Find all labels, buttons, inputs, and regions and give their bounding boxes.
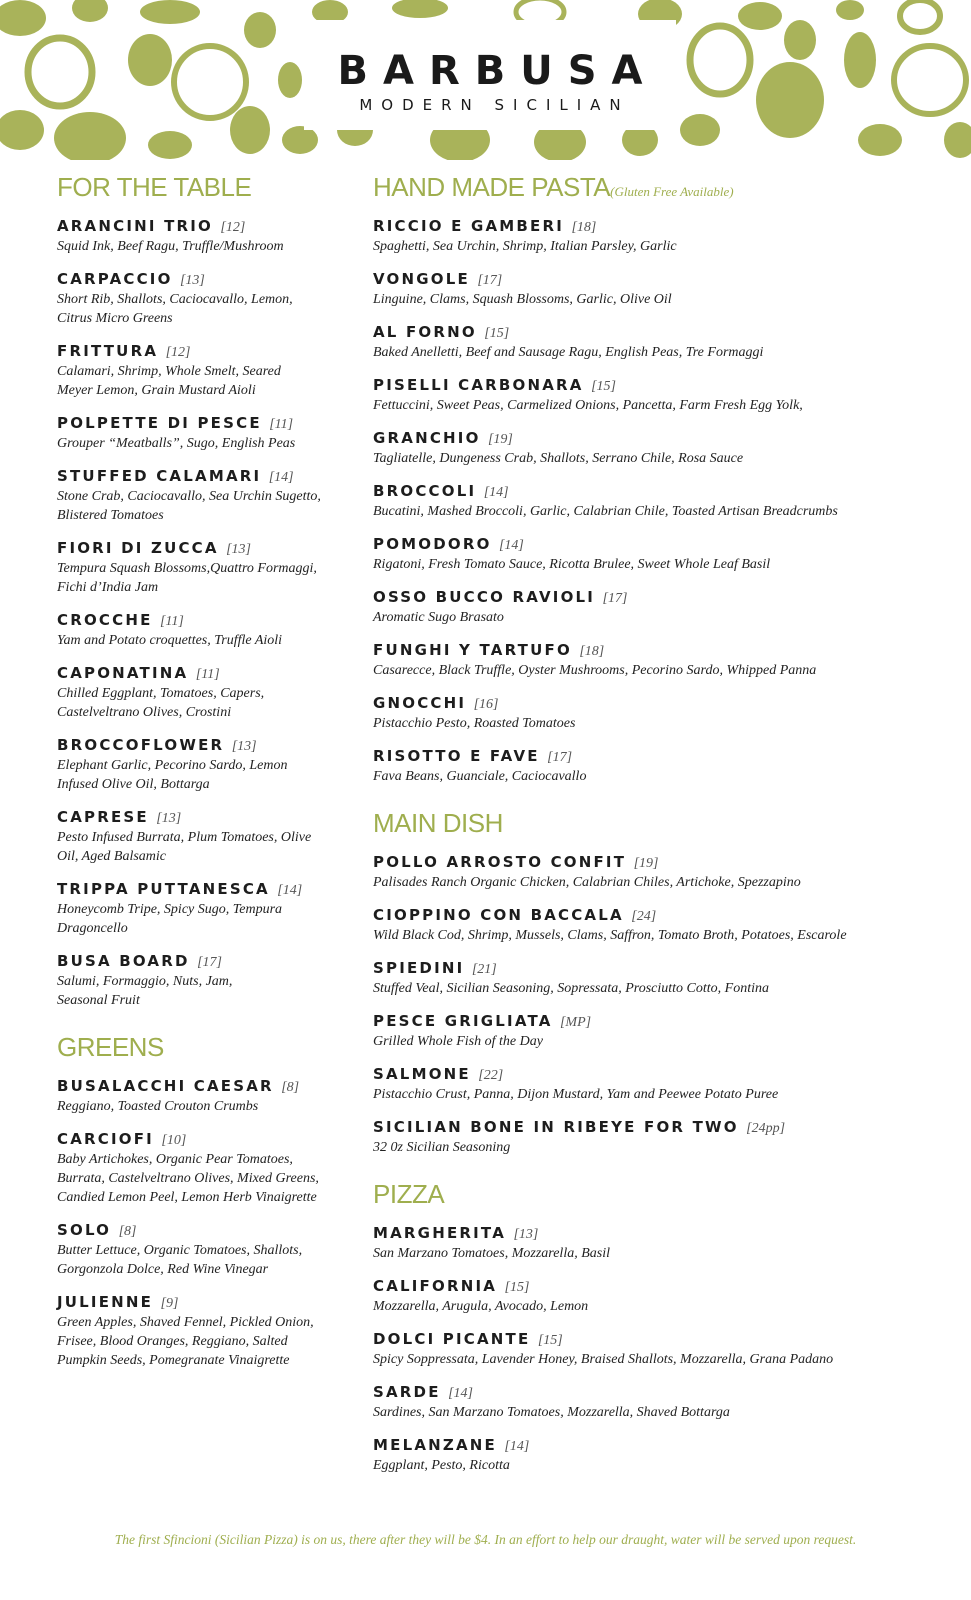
menu-item-name: JULIENNE — [57, 1293, 154, 1311]
description-line: Yam and Potato croquettes, Truffle Aioli — [57, 633, 283, 648]
menu-item-price: [24] — [631, 909, 657, 924]
menu-item — [373, 1383, 953, 1422]
description-line: Casarecce, Black Truffle, Oyster Mushrooms, Pecorino Sardo, Whipped Panna — [373, 663, 817, 678]
menu-item-price: [18] — [579, 644, 605, 659]
section-title-text: FOR THE TABLE — [57, 172, 252, 202]
menu-item-description — [57, 828, 347, 866]
menu-item — [373, 853, 953, 892]
menu-item-price: [16] — [473, 697, 499, 712]
description-line: Salumi, Formaggio, Nuts, Jam, — [57, 974, 233, 989]
menu-item — [373, 959, 953, 998]
menu-item-title-line — [373, 959, 953, 978]
menu-item-description — [373, 449, 953, 468]
description-line: Green Apples, Shaved Fennel, Pickled Onion, — [57, 1315, 314, 1330]
description-line: Rigatoni, Fresh Tomato Sauce, Ricotta Brulee, Sweet Whole Leaf Basil — [373, 557, 771, 572]
menu-item-price: [11] — [269, 417, 294, 432]
menu-item-name: STUFFED CALAMARI — [57, 467, 262, 485]
menu-item — [373, 376, 953, 415]
section-title — [57, 1032, 347, 1063]
menu-item-description — [373, 237, 953, 256]
menu-item-description — [57, 434, 347, 453]
menu-item-name: BUSA BOARD — [57, 952, 190, 970]
menu-item-price: [14] — [277, 883, 303, 898]
section-title — [373, 172, 953, 203]
menu-item-title-line — [373, 694, 953, 713]
menu-item-description — [373, 1244, 953, 1263]
menu-item-name: POMODORO — [373, 535, 492, 553]
menu-item — [57, 467, 347, 525]
description-line: Stone Crab, Caciocavallo, Sea Urchin Sugetto, — [57, 489, 321, 504]
menu-item — [373, 1330, 953, 1369]
menu-item — [373, 217, 953, 256]
description-line: Gorgonzola Dolce, Red Wine Vinegar — [57, 1262, 269, 1277]
menu-item-price: [8] — [281, 1080, 300, 1095]
menu-item-description — [373, 1350, 953, 1369]
section-title — [57, 172, 347, 203]
menu-item-title-line — [57, 664, 347, 683]
description-line: Spicy Soppressata, Lavender Honey, Braised Shallots, Mozzarella, Grana Padano — [373, 1352, 834, 1367]
menu-item — [57, 952, 347, 1010]
menu-item-name: RISOTTO E FAVE — [373, 747, 540, 765]
menu-item-price: [14] — [448, 1386, 474, 1401]
description-line: Infused Olive Oil, Bottarga — [57, 777, 210, 792]
menu-item-title-line — [57, 270, 347, 289]
menu-item-description — [373, 926, 953, 945]
description-line: Palisades Ranch Organic Chicken, Calabrian Chiles, Artichoke, Spezzapino — [373, 875, 801, 890]
menu-item-description — [373, 1403, 953, 1422]
menu-item — [373, 535, 953, 574]
section-title-text: GREENS — [57, 1032, 164, 1062]
menu-item-price: [15] — [484, 326, 510, 341]
menu-item-description — [373, 396, 953, 415]
description-line: Meyer Lemon, Grain Mustard Aioli — [57, 383, 256, 398]
menu-item-price: [14] — [504, 1439, 530, 1454]
menu-item — [373, 429, 953, 468]
menu-item-title-line — [57, 808, 347, 827]
menu-item — [57, 539, 347, 597]
menu-item-title-line — [57, 217, 347, 236]
menu-item-name: VONGOLE — [373, 270, 470, 288]
menu-item-title-line — [373, 1118, 953, 1137]
description-line: Butter Lettuce, Organic Tomatoes, Shallots, — [57, 1243, 303, 1258]
menu-item-description — [57, 290, 347, 328]
menu-item-price: [19] — [633, 856, 659, 871]
menu-item-price: [14] — [268, 470, 294, 485]
description-line: Wild Black Cod, Shrimp, Mussels, Clams, Saffron, Tomato Broth, Potatoes, Escarole — [373, 928, 847, 943]
menu-item — [373, 747, 953, 786]
menu-item — [373, 1118, 953, 1157]
menu-header — [0, 0, 971, 160]
brand-name: BARBUSA — [337, 48, 658, 94]
menu-item-price: [17] — [602, 591, 628, 606]
menu-item-title-line — [57, 1293, 347, 1312]
menu-item — [57, 1130, 347, 1207]
menu-item — [57, 414, 347, 453]
menu-item-price: [11] — [195, 667, 220, 682]
menu-item — [57, 217, 347, 256]
description-line: Fava Beans, Guanciale, Caciocavallo — [373, 769, 587, 784]
menu-section-for-the-table — [57, 172, 347, 1010]
menu-item-name: PISELLI CARBONARA — [373, 376, 584, 394]
menu-item-name: CIOPPINO CON BACCALA — [373, 906, 624, 924]
menu-item-title-line — [57, 952, 347, 971]
menu-item-price: [17] — [197, 955, 222, 970]
menu-item-description — [57, 1150, 347, 1207]
description-line: Squid Ink, Beef Ragu, Truffle/Mushroom — [57, 239, 284, 254]
menu-item-name: MARGHERITA — [373, 1224, 507, 1242]
menu-item-name: RICCIO E GAMBERI — [373, 217, 565, 235]
section-title-text: PIZZA — [373, 1179, 445, 1209]
description-line: Aromatic Sugo Brasato — [373, 610, 504, 625]
description-line: Grilled Whole Fish of the Day — [373, 1034, 543, 1049]
menu-item-name: TRIPPA PUTTANESCA — [57, 880, 270, 898]
footer-note: The first Sfincioni (Sicilian Pizza) is on us, there after they will be $4. In an effort to help our draught, water will be served upon request. — [114, 1532, 857, 1547]
menu-item-description — [57, 559, 347, 597]
menu-item — [57, 342, 347, 400]
menu-item-title-line — [373, 376, 953, 395]
menu-section-main-dish — [373, 808, 953, 1157]
menu-item-name: SPIEDINI — [373, 959, 465, 977]
menu-item-title-line — [57, 414, 347, 433]
description-line: Eggplant, Pesto, Ricotta — [373, 1458, 510, 1473]
menu-item-name: FUNGHI Y TARTUFO — [373, 641, 572, 659]
menu-item-price: [MP] — [559, 1015, 592, 1030]
menu-item-name: CARCIOFI — [57, 1130, 154, 1148]
menu-item — [373, 1012, 953, 1051]
description-line: Honeycomb Tripe, Spicy Sugo, Tempura — [57, 902, 283, 917]
menu-item-price: [24pp] — [746, 1121, 786, 1136]
menu-item-description — [373, 1297, 953, 1316]
menu-item-price: [9] — [160, 1296, 179, 1311]
menu-item — [373, 641, 953, 680]
menu-item-description — [373, 343, 953, 362]
description-line: Pesto Infused Burrata, Plum Tomatoes, Olive — [57, 830, 312, 845]
menu-item-price: [18] — [571, 220, 597, 235]
menu-item — [57, 736, 347, 794]
menu-item — [373, 906, 953, 945]
menu-item-description — [57, 1241, 347, 1279]
menu-item-title-line — [373, 853, 953, 872]
description-line: San Marzano Tomatoes, Mozzarella, Basil — [373, 1246, 610, 1261]
menu-item-name: GRANCHIO — [373, 429, 481, 447]
menu-item-description — [373, 873, 953, 892]
menu-item-title-line — [373, 641, 953, 660]
menu-item-price: [15] — [591, 379, 616, 394]
menu-item-price: [17] — [477, 273, 503, 288]
description-line: Elephant Garlic, Pecorino Sardo, Lemon — [57, 758, 288, 773]
menu-item — [373, 1436, 953, 1475]
menu-item-title-line — [57, 539, 347, 558]
description-line: Spaghetti, Sea Urchin, Shrimp, Italian Parsley, Garlic — [373, 239, 677, 254]
section-note: (Gluten Free Available) — [610, 184, 734, 199]
description-line: Short Rib, Shallots, Caciocavallo, Lemon, — [57, 292, 293, 307]
menu-item-price: [13] — [179, 273, 205, 288]
menu-item-description — [373, 608, 953, 627]
menu-item-description — [373, 979, 953, 998]
menu-item — [373, 1065, 953, 1104]
description-line: Castelveltrano Olives, Crostini — [57, 705, 232, 720]
menu-item-title-line — [373, 1330, 953, 1349]
menu-item-title-line — [373, 1224, 953, 1243]
logo-box — [304, 20, 676, 130]
menu-item-title-line — [373, 747, 953, 766]
description-line: Seasonal Fruit — [57, 993, 140, 1008]
description-line: Fichi d’India Jam — [57, 580, 159, 595]
menu-item-title-line — [57, 736, 347, 755]
menu-item-price: [21] — [471, 962, 497, 977]
menu-item-title-line — [373, 1012, 953, 1031]
menu-item — [57, 808, 347, 866]
description-line: Reggiano, Toasted Crouton Crumbs — [57, 1099, 259, 1114]
menu-item-price: [12] — [165, 345, 191, 360]
menu-item — [57, 270, 347, 328]
menu-item-name: SOLO — [57, 1221, 112, 1239]
menu-item-name: CARPACCIO — [57, 270, 173, 288]
menu-item-title-line — [57, 1130, 347, 1149]
menu-item-title-line — [373, 217, 953, 236]
description-line: Baked Anelletti, Beef and Sausage Ragu, English Peas, Tre Formaggi — [373, 345, 764, 360]
menu-item-title-line — [57, 611, 347, 630]
description-line: Burrata, Castelveltrano Olives, Mixed Greens, — [57, 1171, 319, 1186]
menu-item-title-line — [373, 588, 953, 607]
description-line: Tagliatelle, Dungeness Crab, Shallots, Serrano Chile, Rosa Sauce — [373, 451, 744, 466]
menu-item-price: [17] — [547, 750, 573, 765]
menu-item-description — [57, 1097, 347, 1116]
menu-item-name: SALMONE — [373, 1065, 471, 1083]
menu-item-description — [373, 1138, 953, 1157]
description-line: Blistered Tomatoes — [57, 508, 164, 523]
menu-item-description — [373, 555, 953, 574]
menu-item-price: [10] — [161, 1133, 187, 1148]
menu-item-description — [373, 290, 953, 309]
menu-item-description — [57, 631, 347, 650]
description-line: Baby Artichokes, Organic Pear Tomatoes, — [57, 1152, 293, 1167]
description-line: Chilled Eggplant, Tomatoes, Capers, — [57, 686, 265, 701]
menu-item-description — [57, 1313, 347, 1370]
menu-item-price: [14] — [483, 485, 509, 500]
section-title — [373, 808, 953, 839]
menu-item — [57, 664, 347, 722]
right-menu-column — [373, 172, 953, 1497]
menu-item-name: OSSO BUCCO RAVIOLI — [373, 588, 596, 606]
description-line: Linguine, Clams, Squash Blossoms, Garlic, Olive Oil — [373, 292, 672, 307]
menu-item-price: [19] — [487, 432, 513, 447]
menu-item-description — [373, 767, 953, 786]
menu-item-description — [373, 502, 953, 521]
menu-item-name: CAPRESE — [57, 808, 149, 826]
menu-item-title-line — [373, 323, 953, 342]
menu-item-title-line — [57, 1221, 347, 1240]
menu-item-title-line — [373, 429, 953, 448]
menu-item-description — [373, 1456, 953, 1475]
menu-item-price: [13] — [513, 1227, 539, 1242]
menu-item-price: [15] — [537, 1333, 563, 1348]
menu-item-price: [13] — [231, 739, 257, 754]
menu-item — [373, 588, 953, 627]
menu-item-price: [13] — [226, 542, 252, 557]
menu-item-title-line — [57, 467, 347, 486]
left-menu-column — [57, 172, 347, 1392]
menu-item — [373, 1277, 953, 1316]
menu-section-greens — [57, 1032, 347, 1370]
menu-item-name: PESCE GRIGLIATA — [373, 1012, 553, 1030]
menu-item-name: DOLCI PICANTE — [373, 1330, 531, 1348]
menu-item-title-line — [57, 342, 347, 361]
menu-item — [373, 270, 953, 309]
description-line: Pumpkin Seeds, Pomegranate Vinaigrette — [57, 1353, 290, 1368]
description-line: Candied Lemon Peel, Lemon Herb Vinaigrette — [57, 1190, 317, 1205]
menu-item — [57, 880, 347, 938]
description-line: Fettuccini, Sweet Peas, Carmelized Onions, Pancetta, Farm Fresh Egg Yolk, — [373, 398, 803, 413]
menu-item-name: CAPONATINA — [57, 664, 189, 682]
menu-item-description — [373, 1032, 953, 1051]
menu-item-name: SICILIAN BONE IN RIBEYE FOR TWO — [373, 1118, 739, 1136]
menu-item-name: FIORI DI ZUCCA — [57, 539, 219, 557]
menu-item-name: BUSALACCHI CAESAR — [57, 1077, 274, 1095]
menu-section-pizza — [373, 1179, 953, 1475]
description-line: Mozzarella, Arugula, Avocado, Lemon — [373, 1299, 589, 1314]
menu-item — [57, 1077, 347, 1116]
menu-item — [373, 694, 953, 733]
menu-item — [373, 1224, 953, 1263]
menu-item-name: GNOCCHI — [373, 694, 467, 712]
menu-item-price: [12] — [220, 220, 246, 235]
description-line: Tempura Squash Blossoms,Quattro Formaggi, — [57, 561, 317, 576]
menu-item-name: BROCCOFLOWER — [57, 736, 225, 754]
menu-item-title-line — [373, 1065, 953, 1084]
description-line: Citrus Micro Greens — [57, 311, 173, 326]
menu-item-name: POLPETTE DI PESCE — [57, 414, 262, 432]
menu-item-description — [373, 714, 953, 733]
menu-item-name: POLLO ARROSTO CONFIT — [373, 853, 627, 871]
description-line: Sardines, San Marzano Tomatoes, Mozzarella, Shaved Bottarga — [373, 1405, 730, 1420]
menu-item-description — [57, 237, 347, 256]
menu-item-price: [14] — [498, 538, 524, 553]
menu-item-name: CROCCHE — [57, 611, 153, 629]
description-line: Oil, Aged Balsamic — [57, 849, 167, 864]
menu-item-description — [57, 756, 347, 794]
section-title — [373, 1179, 953, 1210]
menu-item-title-line — [373, 1277, 953, 1296]
section-title-text: HAND MADE PASTA — [373, 172, 611, 202]
menu-item-name: SARDE — [373, 1383, 441, 1401]
menu-item-name: FRITTURA — [57, 342, 159, 360]
menu-item — [373, 323, 953, 362]
menu-item-name: MELANZANE — [373, 1436, 497, 1454]
menu-item-description — [373, 1085, 953, 1104]
menu-item — [57, 1221, 347, 1279]
menu-item-title-line — [373, 270, 953, 289]
menu-item-price: [13] — [156, 811, 182, 826]
menu-item — [57, 1293, 347, 1370]
description-line: Grouper “Meatballs”, Sugo, English Peas — [57, 436, 296, 451]
description-line: Frisee, Blood Oranges, Reggiano, Salted — [57, 1334, 288, 1349]
description-line: Stuffed Veal, Sicilian Seasoning, Sopressata, Prosciutto Cotto, Fontina — [373, 981, 769, 996]
menu-item-description — [57, 684, 347, 722]
menu-item-title-line — [373, 482, 953, 501]
menu-item-title-line — [373, 906, 953, 925]
description-line: Bucatini, Mashed Broccoli, Garlic, Calabrian Chile, Toasted Artisan Breadcrumbs — [373, 504, 838, 519]
menu-item-description — [373, 661, 953, 680]
menu-item-description — [57, 487, 347, 525]
menu-item-name: ARANCINI TRIO — [57, 217, 213, 235]
menu-item-description — [57, 972, 347, 1010]
menu-item — [57, 611, 347, 650]
menu-item-description — [57, 900, 347, 938]
menu-item-title-line — [373, 1383, 953, 1402]
description-line: Pistacchio Pesto, Roasted Tomatoes — [373, 716, 576, 731]
description-line: Dragoncello — [57, 921, 128, 936]
description-line: Pistacchio Crust, Panna, Dijon Mustard, Yam and Peewee Potato Puree — [373, 1087, 779, 1102]
menu-item-price: [15] — [504, 1280, 530, 1295]
menu-item-title-line — [57, 1077, 347, 1096]
menu-item-title-line — [57, 880, 347, 899]
menu-section-hand-made-pasta — [373, 172, 953, 786]
brand-tagline: MODERN SICILIAN — [359, 96, 630, 114]
menu-item — [373, 482, 953, 521]
menu-item-name: BROCCOLI — [373, 482, 477, 500]
menu-item-price: [11] — [159, 614, 184, 629]
menu-item-title-line — [373, 535, 953, 554]
menu-item-price: [22] — [478, 1068, 504, 1083]
menu-item-price: [8] — [118, 1224, 137, 1239]
menu-item-title-line — [373, 1436, 953, 1455]
menu-item-description — [57, 362, 347, 400]
description-line: Calamari, Shrimp, Whole Smelt, Seared — [57, 364, 281, 379]
menu-item-name: CALIFORNIA — [373, 1277, 498, 1295]
menu-item-name: AL FORNO — [373, 323, 477, 341]
description-line: 32 0z Sicilian Seasoning — [373, 1140, 511, 1155]
section-title-text: MAIN DISH — [373, 808, 503, 838]
